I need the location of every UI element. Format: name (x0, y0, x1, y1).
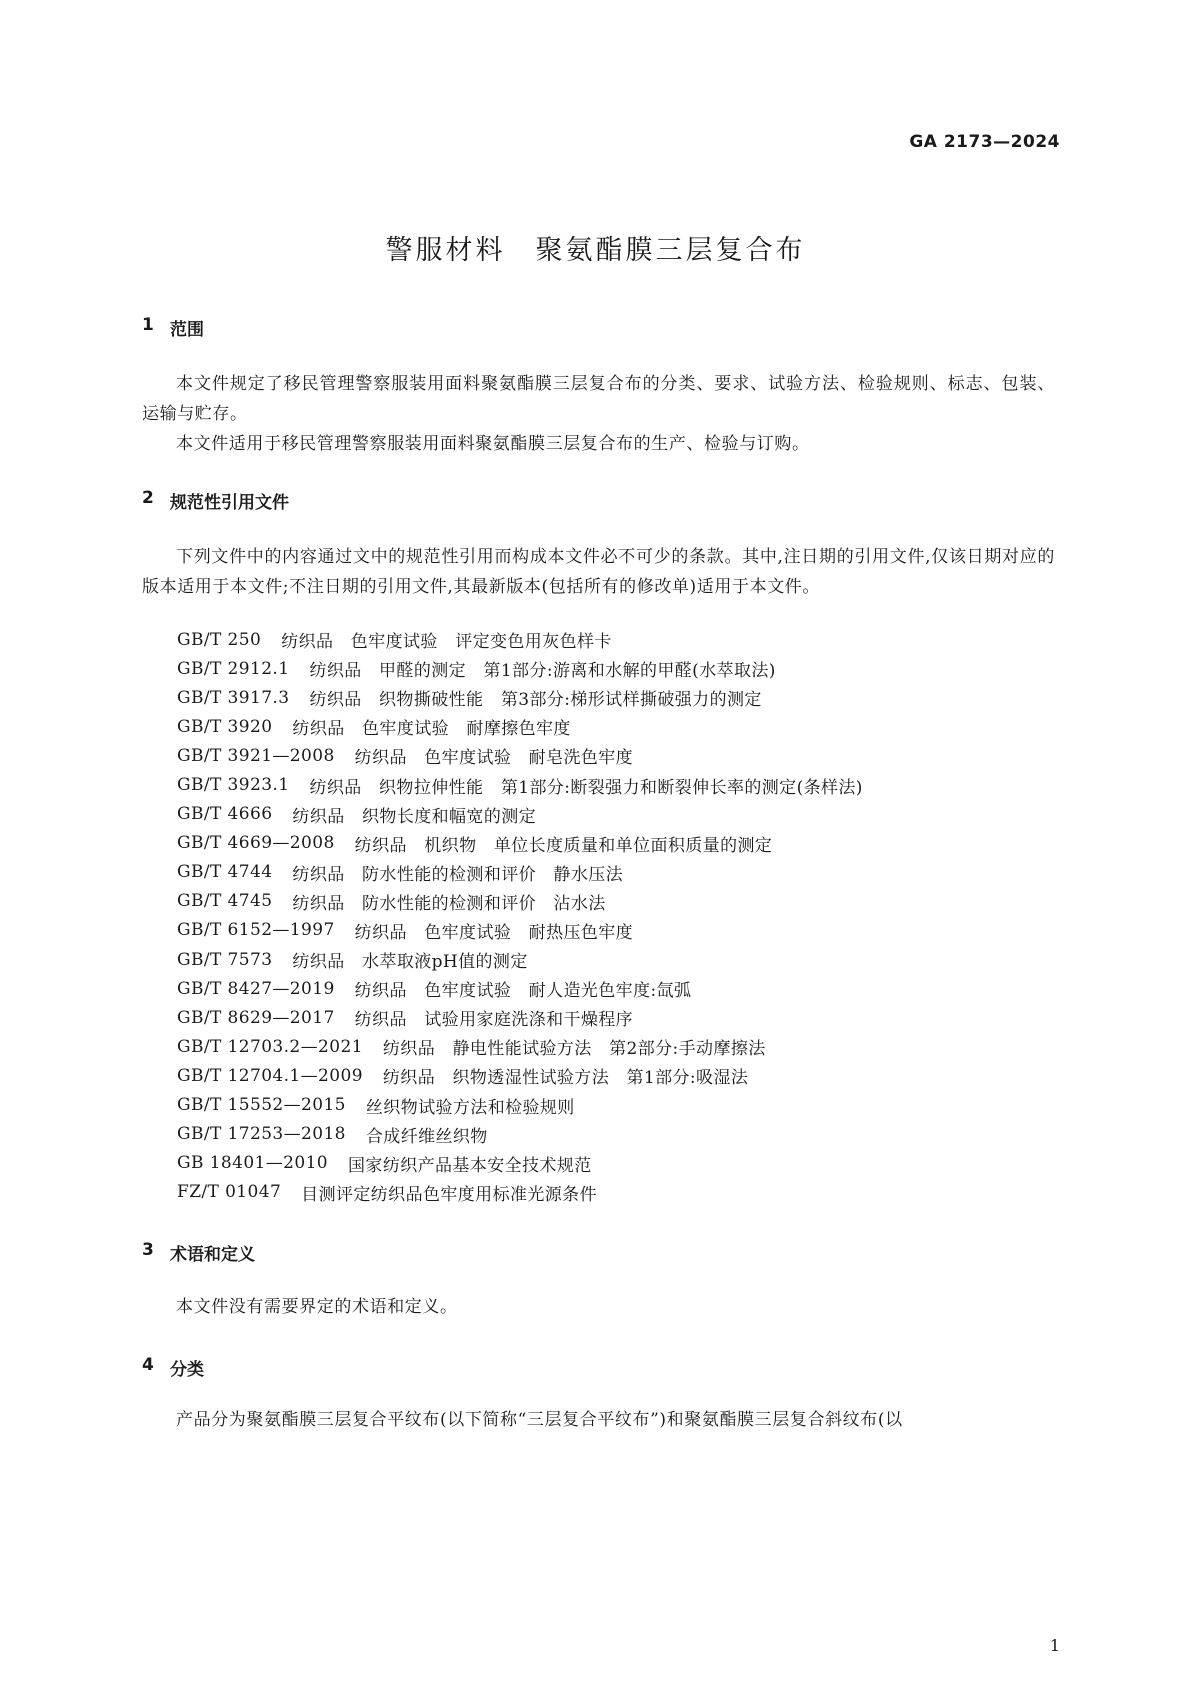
section-number: 4 (142, 1355, 154, 1375)
section-3-heading (142, 1240, 255, 1265)
reference-code: GB/T 12704.1—2009 (177, 1065, 363, 1086)
reference-title: 国家纺织产品基本安全技术规范 (348, 1155, 592, 1176)
reference-item (177, 654, 863, 683)
reference-code: GB/T 4745 (177, 891, 273, 912)
reference-title: 纺织品 织物拉伸性能 第1部分:断裂强力和断裂伸长率的测定(条样法) (309, 777, 863, 798)
reference-title: 纺织品 甲醛的测定 第1部分:游离和水解的甲醛(水萃取法) (309, 661, 776, 682)
reference-title: 纺织品 色牢度试验 评定变色用灰色样卡 (281, 632, 612, 653)
page-title (0, 228, 1191, 267)
document-code: GA 2173—2024 (909, 132, 1060, 152)
reference-code: GB/T 4744 (177, 862, 273, 883)
section-2-heading (142, 488, 289, 513)
page-number: 1 (1049, 1636, 1060, 1655)
section-number: 3 (142, 1240, 154, 1260)
reference-code: GB/T 3923.1 (177, 775, 290, 796)
reference-item (177, 625, 863, 654)
reference-title: 目测评定纺织品色牢度用标准光源条件 (301, 1184, 597, 1205)
reference-code: GB/T 3921—2008 (177, 745, 335, 766)
reference-title: 纺织品 织物长度和幅宽的测定 (292, 806, 537, 827)
reference-item (177, 945, 863, 974)
reference-item (177, 1120, 863, 1149)
reference-item (177, 1061, 863, 1090)
reference-item (177, 887, 863, 916)
reference-title: 纺织品 色牢度试验 耐热压色牢度 (354, 922, 634, 943)
reference-code: GB/T 2912.1 (177, 658, 290, 679)
reference-title: 纺织品 色牢度试验 耐人造光色牢度:氙弧 (354, 981, 692, 1002)
reference-code: GB/T 250 (177, 629, 262, 650)
reference-item (177, 1149, 863, 1178)
section-3-paragraph: 本文件没有需要界定的术语和定义。 (176, 1297, 458, 1317)
reference-title: 纺织品 水萃取液pH值的测定 (292, 952, 528, 973)
reference-item (177, 800, 863, 829)
reference-item (177, 829, 863, 858)
normative-references-list (177, 625, 863, 1207)
reference-item (177, 1091, 863, 1120)
reference-title: 纺织品 色牢度试验 耐摩擦色牢度 (292, 719, 571, 740)
reference-title: 纺织品 色牢度试验 耐皂洗色牢度 (354, 748, 634, 769)
reference-code: GB/T 3920 (177, 716, 273, 737)
reference-code: GB 18401—2010 (177, 1153, 329, 1174)
section-number: 2 (142, 488, 154, 508)
reference-title: 纺织品 防水性能的检测和评价 沾水法 (292, 893, 606, 914)
section-1-paragraph-2: 本文件适用于移民管理警察服装用面料聚氨酯膜三层复合布的生产、检验与订购。 (176, 434, 810, 454)
reference-title: 纺织品 机织物 单位长度质量和单位面积质量的测定 (354, 835, 773, 856)
reference-code: GB/T 17253—2018 (177, 1124, 346, 1145)
title-part-1: 警服材料 (385, 235, 506, 266)
reference-code: FZ/T 01047 (177, 1182, 282, 1203)
reference-item (177, 974, 863, 1003)
section-title: 分类 (170, 1360, 204, 1380)
reference-code: GB/T 8629—2017 (177, 1007, 335, 1028)
section-number: 1 (142, 315, 154, 335)
section-2-intro: 下列文件中的内容通过文中的规范性引用而构成本文件必不可少的条款。其中,注日期的引用文件,仅该日期对应的版本适用于本文件;不注日期的引用文件,其最新版本(包括所有的修改单)适用于本文件。 (142, 547, 1055, 597)
reference-code: GB/T 15552—2015 (177, 1095, 346, 1116)
reference-title: 纺织品 织物撕破性能 第3部分:梯形试样撕破强力的测定 (309, 690, 762, 711)
reference-code: GB/T 3917.3 (177, 687, 290, 708)
title-part-2: 聚氨酯膜三层复合布 (535, 235, 806, 266)
reference-code: GB/T 8427—2019 (177, 978, 335, 999)
reference-item (177, 1003, 863, 1032)
reference-code: GB/T 4669—2008 (177, 833, 335, 854)
reference-item (177, 858, 863, 887)
reference-item (177, 1178, 863, 1207)
section-4-paragraph: 产品分为聚氨酯膜三层复合平纹布(以下简称“三层复合平纹布”)和聚氨酯膜三层复合斜纹布(以 (176, 1410, 903, 1430)
reference-item (177, 683, 863, 712)
reference-item (177, 770, 863, 799)
section-1-paragraph-1: 本文件规定了移民管理警察服装用面料聚氨酯膜三层复合布的分类、要求、试验方法、检验规则、标志、包装、运输与贮存。 (142, 374, 1055, 424)
reference-item (177, 916, 863, 945)
section-title: 规范性引用文件 (170, 493, 289, 513)
section-title: 范围 (170, 320, 204, 340)
reference-code: GB/T 4666 (177, 804, 273, 825)
reference-code: GB/T 7573 (177, 949, 273, 970)
reference-title: 纺织品 静电性能试验方法 第2部分:手动摩擦法 (382, 1039, 766, 1060)
reference-title: 纺织品 试验用家庭洗涤和干燥程序 (354, 1010, 634, 1031)
reference-code: GB/T 6152—1997 (177, 920, 335, 941)
reference-item (177, 1032, 863, 1061)
reference-title: 纺织品 防水性能的检测和评价 静水压法 (292, 864, 624, 885)
reference-title: 丝织物试验方法和检验规则 (365, 1097, 575, 1118)
reference-title: 纺织品 织物透湿性试验方法 第1部分:吸湿法 (382, 1068, 749, 1089)
reference-code: GB/T 12703.2—2021 (177, 1036, 363, 1057)
section-4-heading (142, 1355, 204, 1380)
section-1-heading (142, 315, 204, 340)
reference-title: 合成纤维丝织物 (365, 1126, 488, 1147)
reference-item (177, 741, 863, 770)
section-title: 术语和定义 (170, 1245, 255, 1265)
reference-item (177, 712, 863, 741)
